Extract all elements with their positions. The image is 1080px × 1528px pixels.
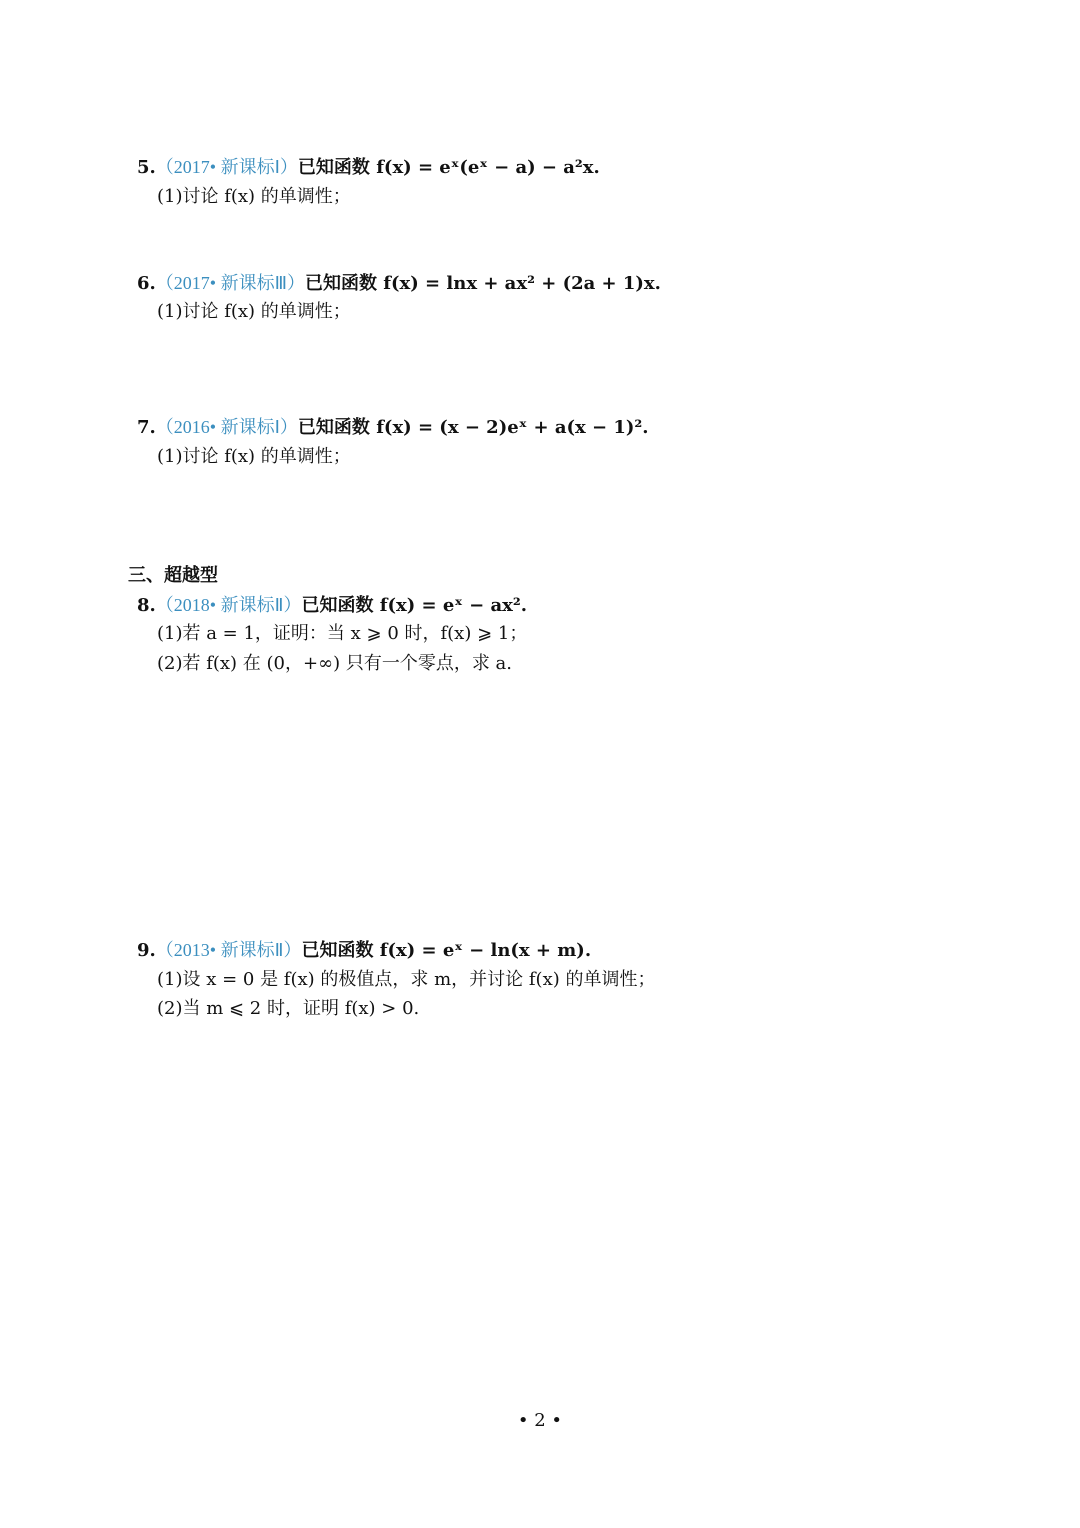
problem-8-part-2: (2)若 f(x) 在 (0，+∞) 只有一个零点，求 a. <box>157 653 512 674</box>
problem-source: （2013• 新课标Ⅱ） <box>155 940 302 960</box>
problem-statement: 已知函数 f(x) = (x − 2)eˣ + a(x − 1)². <box>297 417 649 438</box>
problem-9-stem <box>137 937 591 964</box>
problem-number: 8. <box>137 595 156 616</box>
problem-number: 6. <box>137 273 156 294</box>
problem-5-part-1: (1)讨论 f(x) 的单调性； <box>157 186 351 207</box>
problem-statement: 已知函数 f(x) = eˣ − ax². <box>301 595 528 616</box>
problem-source: （2018• 新课标Ⅱ） <box>155 595 302 615</box>
problem-number: 9. <box>137 940 156 961</box>
problem-source: （2016• 新课标Ⅰ） <box>155 417 298 437</box>
problem-9-part-2: (2)当 m ⩽ 2 时，证明 f(x) > 0. <box>157 998 420 1019</box>
problem-number: 7. <box>137 417 156 438</box>
problem-source: （2017• 新课标Ⅲ） <box>155 273 306 293</box>
problem-8-stem <box>137 592 527 619</box>
problem-number: 5. <box>137 157 156 178</box>
problem-9-part-1: (1)设 x = 0 是 f(x) 的极值点，求 m，并讨论 f(x) 的单调性； <box>157 969 656 990</box>
page-number: • 2 • <box>517 1410 563 1431</box>
problem-8-part-1: (1)若 a = 1，证明：当 x ⩾ 0 时，f(x) ⩾ 1； <box>157 623 528 644</box>
problem-statement: 已知函数 f(x) = eˣ(eˣ − a) − a²x. <box>297 157 600 178</box>
section-heading: 三、超越型 <box>128 565 218 586</box>
problem-6-stem <box>137 270 661 297</box>
problem-statement: 已知函数 f(x) = eˣ − ln(x + m). <box>301 940 592 961</box>
problem-7-part-1: (1)讨论 f(x) 的单调性； <box>157 446 351 467</box>
problem-5-stem <box>137 154 600 181</box>
problem-source: （2017• 新课标Ⅰ） <box>155 157 298 177</box>
problem-6-part-1: (1)讨论 f(x) 的单调性； <box>157 301 351 322</box>
problem-7-stem <box>137 414 649 441</box>
problem-statement: 已知函数 f(x) = lnx + ax² + (2a + 1)x. <box>305 273 661 294</box>
